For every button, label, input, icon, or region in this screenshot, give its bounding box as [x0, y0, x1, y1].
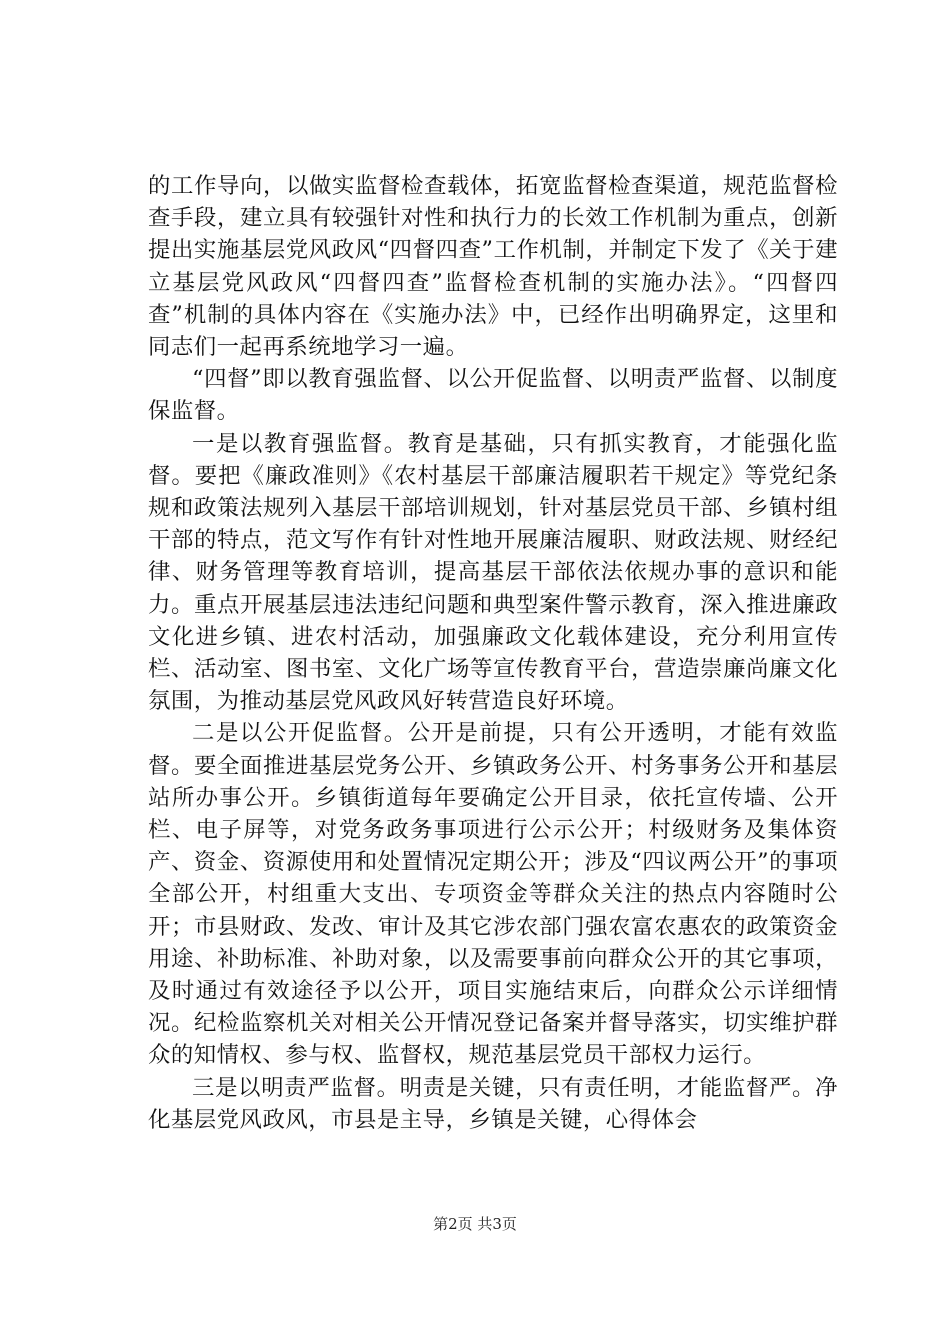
- paragraph-education: 一是以教育强监督。教育是基础，只有抓实教育，才能强化监督。要把《廉政准则》《农村基层干部廉洁履职若干规定》等党纪条规和政策法规列入基层干部培训规划，针对基层党员干部、乡镇村组干部的特点，范文写作有针对性地开展廉洁履职、财政法规、财经纪律、财务管理等教育培训，提高基层干部依法依规办事的意识和能力。重点开展基层违法违纪问题和典型案件警示教育，深入推进廉政文化进乡镇、进农村活动，加强廉政文化载体建设，充分利用宣传栏、活动室、图书室、文化广场等宣传教育平台，营造崇廉尚廉文化氛围，为推动基层党风政风好转营造良好环境。: [148, 430, 838, 715]
- paragraph-openness: 二是以公开促监督。公开是前提，只有公开透明，才能有效监督。要全面推进基层党务公开、乡镇政务公开、村务事务公开和基层站所办事公开。乡镇街道每年要确定公开目录，依托宣传墙、公开栏、电子屏等，对党务政务事项进行公示公开；村级财务及集体资产、资金、资源使用和处置情况定期公开；涉及“四议两公开”的事项全部公开，村组重大支出、专项资金等群众关注的热点内容随时公开；市县财政、发改、审计及其它涉农部门强农富农惠农的政策资金用途、补助标准、补助对象，以及需要事前向群众公开的其它事项，及时通过有效途径予以公开，项目实施结束后，向群众公示详细情况。纪检监察机关对相关公开情况登记备案并督导落实，切实维护群众的知情权、参与权、监督权，规范基层党员干部权力运行。: [148, 720, 838, 1069]
- page-footer: 第2页 共3页: [433, 1215, 517, 1233]
- paragraph-responsibility: 三是以明责严监督。明责是关键，只有责任明，才能监督严。净化基层党风政风，市县是主导，乡镇是关键，心得体会: [148, 1074, 838, 1133]
- document-body: [148, 170, 838, 1136]
- paragraph-continued: 的工作导向，以做实监督检查载体，拓宽监督检查渠道，规范监督检查手段，建立具有较强针对性和执行力的长效工作机制为重点，创新提出实施基层党风政风“四督四查”工作机制，并制定下发了《关于建立基层党风政风“四督四查”监督检查机制的实施办法》。“四督四查”机制的具体内容在《实施办法》中，已经作出明确界定，这里和同志们一起再系统地学习一遍。: [148, 173, 838, 361]
- paragraph-four-supervisions: “四督”即以教育强监督、以公开促监督、以明责严监督、以制度保监督。: [148, 366, 838, 425]
